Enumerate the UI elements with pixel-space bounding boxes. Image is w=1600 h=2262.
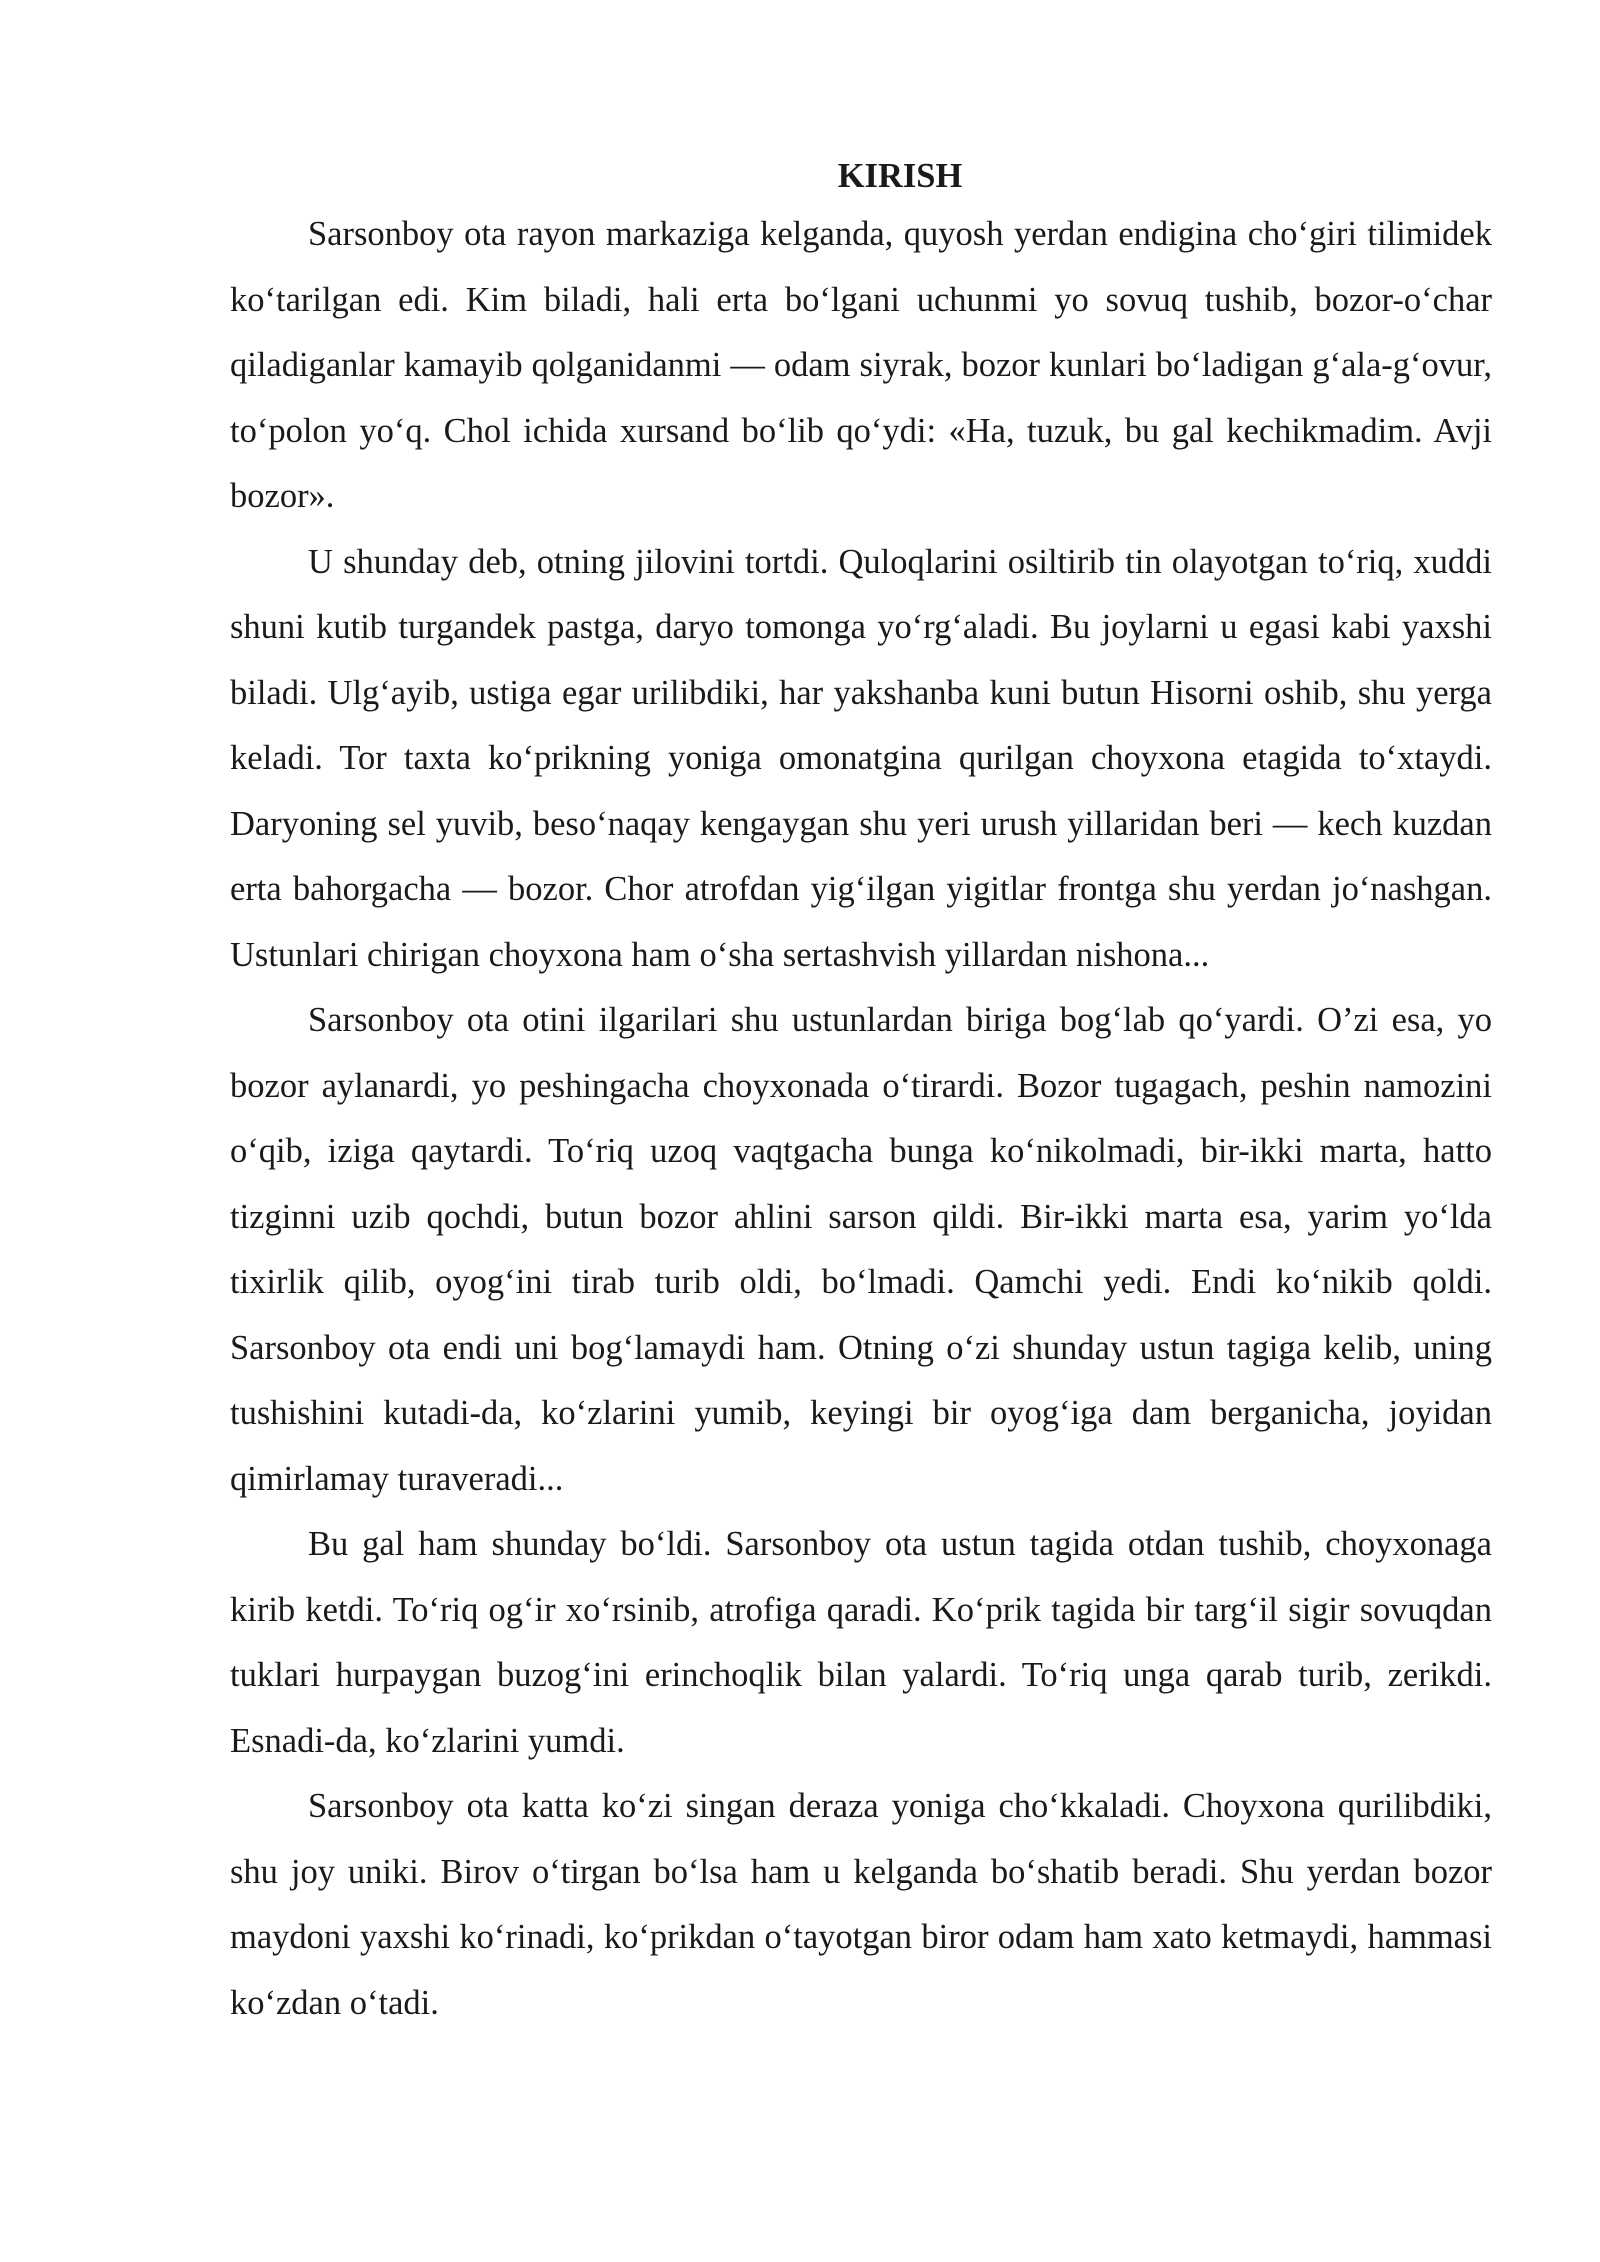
paragraph: Sarsonboy ota otini ilgarilari shu ustunlardan biriga bog‘lab qo‘yardi. O’zi esa, yo bozor aylanardi, yo peshingacha choyxonada o‘tirardi. Bozor tugagach, peshin namozini o‘qib, iziga qaytardi. To‘riq uzoq vaqtgacha bunga ko‘nikolmadi, bir-ikki marta, hatto tizginni uzib qochdi, butun bozor ahlini sarson qildi. Bir-ikki marta esa, yarim yo‘lda tixirlik qilib, oyog‘ini tirab turib oldi, bo‘lmadi. Qamchi yedi. Endi ko‘nikib qoldi. Sarsonboy ota endi uni bog‘lamaydi ham. Otning o‘zi shunday ustun tagiga kelib, uning tushishini kutadi-da, ko‘zlarini yumib, keyingi bir oyog‘iga dam berganicha, joyidan qimirlamay turaveradi...: [230, 1001, 1492, 1498]
paragraph: Sarsonboy ota rayon markaziga kelganda, quyosh yerdan endigina cho‘giri tilimidek ko‘tarilgan edi. Kim biladi, hali erta bo‘lgani uchunmi yo sovuq tushib, bozor-o‘char qiladiganlar kamayib qolganidanmi — odam siyrak, bozor kunlari bo‘ladigan g‘ala-g‘ovur, to‘polon yo‘q. Chol ichida xursand bo‘lib qo‘ydi: «Ha, tuzuk, bu gal kechikmadim. Avji bozor».: [230, 215, 1492, 515]
paragraph: Bu gal ham shunday bo‘ldi. Sarsonboy ota ustun tagida otdan tushib, choyxonaga kirib ketdi. To‘riq og‘ir xo‘rsinib, atrofiga qaradi. Ko‘prik tagida bir targ‘il sigir sovuqdan tuklari hurpaygan buzog‘ini erinchoqlik bilan yalardi. To‘riq unga qarab turib, zerikdi. Esnadi-da, ko‘zlarini yumdi.: [230, 1525, 1492, 1760]
document-body: [230, 150, 1492, 2036]
document-title: KIRISH: [837, 157, 963, 195]
paragraph: Sarsonboy ota katta ko‘zi singan deraza yoniga cho‘kkaladi. Choyxona qurilibdiki, shu joy uniki. Birov o‘tirgan bo‘lsa ham u kelganda bo‘shatib beradi. Shu yerdan bozor maydoni yaxshi ko‘rinadi, ko‘prikdan o‘tayotgan biror odam ham xato ketmaydi, hammasi ko‘zdan o‘tadi.: [230, 1787, 1492, 2022]
paragraph: U shunday deb, otning jilovini tortdi. Quloqlarini osiltirib tin olayotgan to‘riq, xuddi shuni kutib turgandek pastga, daryo tomonga yo‘rg‘aladi. Bu joylarni u egasi kabi yaxshi biladi. Ulg‘ayib, ustiga egar urilibdiki, har yakshanba kuni butun Hisorni oshib, shu yerga keladi. Tor taxta ko‘prikning yoniga omonatgina qurilgan choyxona etagida to‘xtaydi. Daryoning sel yuvib, beso‘naqay kengaygan shu yeri urush yillaridan beri — kech kuzdan erta bahorgacha — bozor. Chor atrofdan yig‘ilgan yigitlar frontga shu yerdan jo‘nashgan. Ustunlari chirigan choyxona ham o‘sha sertashvish yillardan nishona...: [230, 542, 1492, 974]
